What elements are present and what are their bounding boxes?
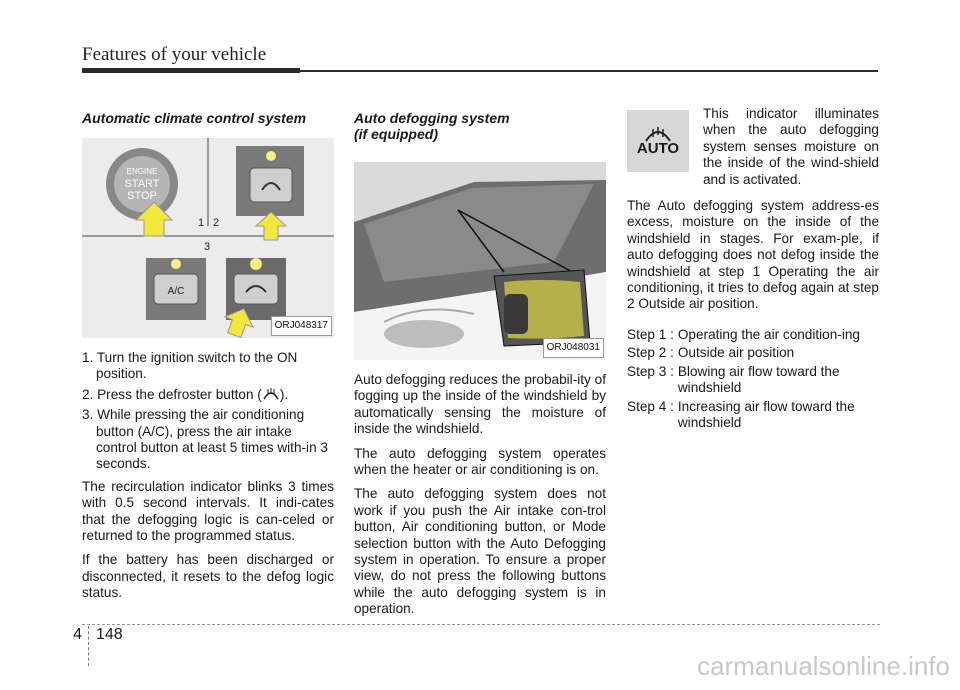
list-item: 3. While pressing the air conditioning button (A/C), press the air intake control button at least 5 times with-in 3 seconds. <box>82 407 328 472</box>
header-rule-thin <box>300 70 878 72</box>
figure-climate-buttons <box>82 138 334 338</box>
ac-label: A/C <box>167 286 185 297</box>
watermark-text: carmanualsonline.info <box>697 651 950 681</box>
figure-windshield-sensor <box>354 162 606 360</box>
paragraph: If the battery has been discharged or disconnected, it resets to the defog logic status. <box>82 552 334 601</box>
column-auto-defog-steps <box>627 106 879 433</box>
engine-label-1: ENGINE <box>126 167 158 176</box>
defroster-icon <box>262 387 280 401</box>
figure-id-label: ORJ048031 <box>543 338 604 358</box>
list-item: 1. Turn the ignition switch to the ON position. <box>82 350 298 382</box>
step-value: Blowing air flow toward the windshield <box>677 363 840 396</box>
step-key: Step 4 : <box>627 398 674 414</box>
engine-label-2: START <box>124 178 160 190</box>
list-item <box>627 327 879 343</box>
indicator-row <box>627 106 879 188</box>
windshield-illustration <box>354 162 606 360</box>
auto-defog-indicator <box>627 110 689 172</box>
step-value: Increasing air flow toward the windshield <box>677 398 855 430</box>
list-item <box>627 364 879 397</box>
heading-line-2: (if equipped) <box>354 126 438 142</box>
step-number-2: 2 <box>213 217 220 229</box>
step-number-1: 1 <box>198 217 205 229</box>
indicator-description: This indicator illuminates when the auto defogging system senses moisture on the inside of the wind-shield and is activated. <box>703 106 879 187</box>
heading-line-1: Auto defogging system <box>354 110 510 126</box>
header-rule-thick <box>82 68 300 73</box>
figure-id-label: ORJ048317 <box>271 316 332 336</box>
engine-label-3: STOP <box>127 190 157 202</box>
defog-steps <box>627 327 879 431</box>
list-item <box>627 399 879 432</box>
page-number-divider <box>88 626 90 666</box>
column-climate-control <box>82 110 334 610</box>
step-2-tail: ). <box>279 386 289 402</box>
page-number-value: 148 <box>96 626 123 643</box>
list-item <box>82 387 334 403</box>
step-key: Step 2 : <box>627 345 674 361</box>
paragraph: The Auto defogging system address-es excess, moisture on the inside of the windshield in stages. For exam-ple, if auto defogging does not defog inside the windshield at step 1 Operating the air conditioning, it tries to defog again at step 2 Outside air position. <box>627 198 879 312</box>
procedure-list <box>82 350 334 473</box>
step-value: Outside air position <box>677 345 795 361</box>
section-heading: Automatic climate control system <box>82 110 307 126</box>
step-number-3: 3 <box>204 241 211 253</box>
paragraph: The recirculation indicator blinks 3 times with 0.5 second intervals. It indi-cates that the defogging logic is can-celed or returned to the programmed status. <box>82 478 334 544</box>
paragraph: The auto defogging system does not work if you push the Air intake con-trol button, Air conditioning button, or Mode selection button with the Auto Defogging system in operation. To ensure a proper view, do not press the following buttons while the auto defogging system is in operation. <box>354 486 606 617</box>
step-key: Step 1 : <box>627 326 674 342</box>
chapter-number: 4 <box>73 626 82 643</box>
section-heading <box>354 110 606 142</box>
auto-icon-label: AUTO <box>636 139 680 157</box>
page-number <box>72 626 123 666</box>
paragraph: Auto defogging reduces the probabil-ity of fogging up the inside of the windshield by automatically sensing the moisture of inside the windshield. <box>354 372 606 437</box>
step-2-text: 2. Press the defroster button ( <box>82 386 262 402</box>
list-item <box>627 345 879 361</box>
climate-buttons-illustration <box>82 138 334 338</box>
step-value: Operating the air condition-ing <box>677 326 860 342</box>
step-key: Step 3 : <box>627 363 674 379</box>
column-auto-defogging <box>354 110 606 626</box>
paragraph: The auto defogging system operates when the heater or air conditioning is on. <box>354 445 606 478</box>
footer-rule <box>82 624 880 625</box>
running-title: Features of your vehicle <box>82 44 267 65</box>
